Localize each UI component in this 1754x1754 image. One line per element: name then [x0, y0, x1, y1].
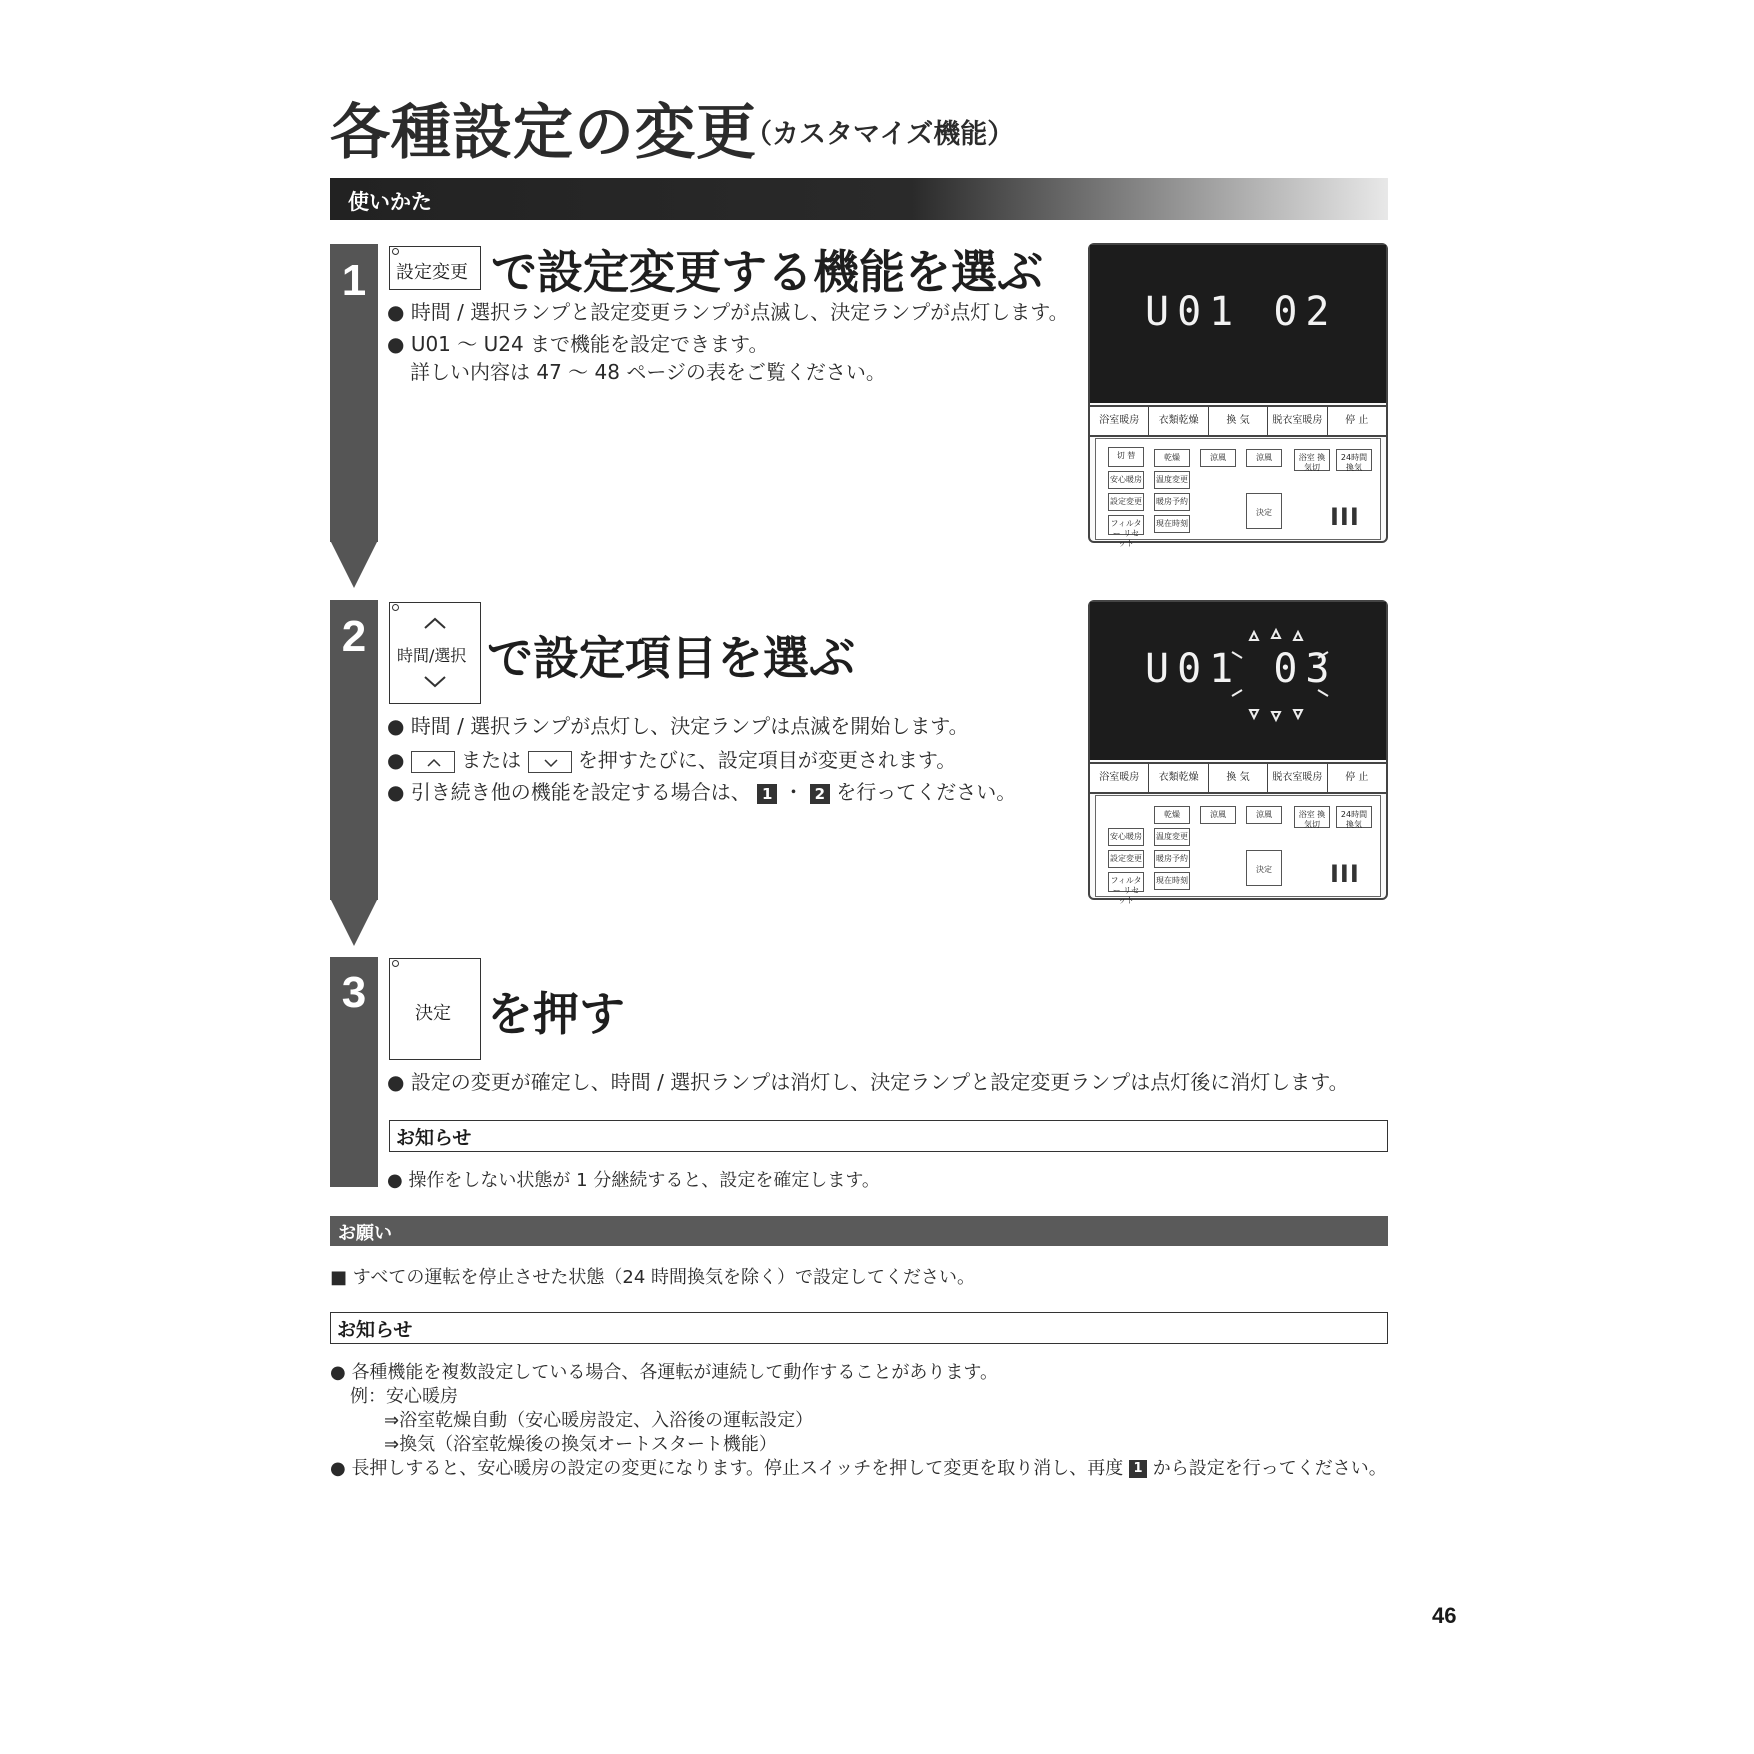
decide-key-label: 決定: [415, 1003, 451, 1024]
panel-2-stop-button[interactable]: 停 止: [1345, 772, 1369, 783]
step-3-bullet-1-text: 設定の変更が確定し、時間 / 選択ランプは消灯し、決定ランプと設定変更ランプは点灯後に消灯します。: [410, 1070, 1349, 1094]
notice-line-5: ● 長押しすると、安心暖房の設定の変更になります。停止スイッチを押して変更を取り消し、再度 1 から設定を行ってください。: [330, 1458, 1387, 1479]
chevron-down-icon: [423, 675, 447, 689]
usage-header-bar: [330, 178, 1388, 220]
step-3-number: 3: [341, 968, 367, 1017]
step-3-bullet-1: ● 設定の変更が確定し、時間 / 選択ランプは消灯し、決定ランプと設定変更ランプは点灯後に消灯します。: [387, 1070, 1349, 1094]
step-1-bullet-1-text: 時間 / 選択ランプと設定変更ランプが点滅し、決定ランプが点灯します。: [410, 300, 1069, 324]
decide-key: [389, 958, 481, 1060]
chevron-up-icon: [427, 758, 441, 767]
panel-1-clock-button[interactable]: 現在時刻: [1154, 515, 1190, 533]
settings-change-key: [389, 246, 481, 290]
panel-1-dry-button[interactable]: 衣類乾燥: [1149, 407, 1208, 435]
time-select-key-label: 時間/選択: [397, 646, 467, 665]
step-badge-1b: 1: [1129, 1460, 1147, 1478]
panel-1-reserve-button[interactable]: 暖房予約: [1154, 493, 1190, 511]
remote-panel-2: [1088, 600, 1388, 905]
panel-2-dressing-heat-button[interactable]: 脱衣室暖房: [1268, 764, 1327, 792]
remote-panel-1: [1088, 243, 1388, 548]
notice-line-3: ⇒浴室乾燥自動（安心暖房設定、入浴後の運転設定）: [384, 1410, 814, 1431]
notice-line-5-end: から設定を行ってください。: [1152, 1458, 1387, 1479]
panel-1-temp-button[interactable]: 温度変更: [1154, 471, 1190, 489]
panel-2-display-text: U01 03: [1145, 646, 1338, 692]
panel-2-temp-button[interactable]: 温度変更: [1154, 828, 1190, 846]
panel-2-dry-sub-button[interactable]: 乾燥: [1154, 806, 1190, 824]
chevron-down-icon: [544, 759, 558, 768]
request-text: ■ すべての運転を停止させた状態（24 時間換気を除く）で設定してください。: [330, 1267, 975, 1288]
panel-1-vent-button[interactable]: 換 気: [1209, 407, 1268, 435]
down-key-mini: [528, 751, 572, 773]
notice-line-1: ● 各種機能を複数設定している場合、各運転が連続して動作することがあります。: [330, 1362, 998, 1383]
step-2-heading: で設定項目を選ぶ: [487, 631, 855, 685]
blink-indicator-icon: [1230, 630, 1330, 720]
usage-label: 使いかた: [348, 190, 432, 214]
step-1-bullet-1: ● 時間 / 選択ランプと設定変更ランプが点滅し、決定ランプが点灯します。: [387, 300, 1069, 324]
notice-line-1-text: 各種機能を複数設定している場合、各運転が連続して動作することがあります。: [351, 1362, 998, 1383]
key-indicator: [392, 604, 399, 611]
step-2-bullet-3-text: 引き続き他の機能を設定する場合は、: [410, 780, 751, 804]
panel-1-dressing-heat-button[interactable]: 脱衣室暖房: [1268, 407, 1327, 435]
step-3-notice-title: お知らせ: [396, 1127, 472, 1149]
page-subtitle: （カスタマイズ機能）: [745, 119, 1015, 150]
panel-2-clock-button[interactable]: 現在時刻: [1154, 872, 1190, 890]
panel-1-dry-sub-button[interactable]: 乾燥: [1154, 449, 1190, 467]
notice-box: [330, 1312, 1388, 1344]
key-indicator: [392, 960, 399, 967]
panel-2-filter-button[interactable]: フィルター リセット: [1108, 872, 1144, 892]
request-bar: [330, 1216, 1388, 1246]
panel-1-24h-vent-button[interactable]: 24時間 換気: [1336, 449, 1372, 471]
step-badge-2: 2: [810, 784, 830, 804]
step-1-number: 1: [341, 256, 367, 305]
step-1-heading: で設定変更する機能を選ぶ: [491, 245, 1043, 299]
step-3-notice-box: [389, 1120, 1388, 1152]
time-select-key: [389, 602, 481, 704]
up-key-mini: [411, 751, 455, 773]
panel-1-top-buttons: [1090, 405, 1386, 437]
panel-1-decide-button[interactable]: 決定: [1246, 493, 1282, 529]
panel-1-switch-button[interactable]: 切 替: [1108, 447, 1144, 467]
panel-1-level-bars: III: [1330, 503, 1360, 531]
step-1-bullet-2: ● U01 ～ U24 まで機能を設定できます。: [387, 332, 769, 356]
panel-2-bath-heat-button[interactable]: 浴室暖房: [1090, 764, 1149, 792]
step-2-number: 2: [341, 612, 367, 661]
panel-2-settings-button[interactable]: 設定変更: [1108, 850, 1144, 868]
step-2-bullet-2-or: または: [461, 748, 522, 772]
panel-2-level-bars: III: [1330, 860, 1360, 888]
panel-2-reserve-button[interactable]: 暖房予約: [1154, 850, 1190, 868]
step-2-bullet-2-text: を押すたびに、設定項目が変更されます。: [577, 748, 957, 772]
step-3-heading: を押す: [487, 987, 625, 1041]
panel-2-dry-button[interactable]: 衣類乾燥: [1149, 764, 1208, 792]
panel-1-cool-button-2[interactable]: 涼風: [1246, 449, 1282, 467]
panel-2-bath-vent-off-button[interactable]: 浴室 換気切: [1294, 806, 1330, 828]
key-indicator: [392, 248, 399, 255]
panel-1-bath-heat-button[interactable]: 浴室暖房: [1090, 407, 1149, 435]
step-badge-1: 1: [757, 784, 777, 804]
panel-1-display-text: U01 02: [1145, 289, 1338, 335]
panel-1-settings-button[interactable]: 設定変更: [1108, 493, 1144, 511]
panel-1-filter-button[interactable]: フィルター リセット: [1108, 515, 1144, 535]
step-3-notice-body: 操作をしない状態が 1 分継続すると、設定を確定します。: [408, 1170, 880, 1191]
step-3-notice-text: ● 操作をしない状態が 1 分継続すると、設定を確定します。: [387, 1170, 880, 1191]
request-label: お願い: [338, 1223, 392, 1244]
step-1-arrow: [330, 540, 378, 590]
request-body: すべての運転を停止させた状態（24 時間換気を除く）で設定してください。: [352, 1267, 975, 1288]
chevron-up-icon: [423, 616, 447, 630]
settings-change-key-label: 設定変更: [396, 262, 468, 283]
step-2-bullet-3-end: を行ってください。: [836, 780, 1017, 804]
panel-2-anshin-button[interactable]: 安心暖房: [1108, 828, 1144, 846]
step-2-bullet-1-text: 時間 / 選択ランプが点灯し、決定ランプは点滅を開始します。: [410, 714, 969, 738]
notice-line-5-text: 長押しすると、安心暖房の設定の変更になります。停止スイッチを押して変更を取り消し、再度: [351, 1458, 1124, 1479]
panel-2-lower: [1095, 795, 1381, 905]
panel-2-cool-button-1[interactable]: 涼風: [1200, 806, 1236, 824]
step-1-bullet-2-cont: 詳しい内容は 47 ～ 48 ページの表をご覧ください。: [410, 360, 886, 384]
panel-2-24h-vent-button[interactable]: 24時間 換気: [1336, 806, 1372, 828]
page-title: 各種設定の変更: [330, 98, 757, 168]
notice-label: お知らせ: [337, 1319, 413, 1341]
panel-2-cool-button-2[interactable]: 涼風: [1246, 806, 1282, 824]
panel-1-anshin-button[interactable]: 安心暖房: [1108, 471, 1144, 489]
step-2-bullet-3: ● 引き続き他の機能を設定する場合は、 1 ・ 2 を行ってください。: [387, 780, 1017, 804]
panel-2-top-buttons: [1090, 762, 1386, 794]
step-2-bullet-2: ● または を押すたびに、設定項目が変更されます。: [387, 748, 957, 772]
step-2-bullet-1: ● 時間 / 選択ランプが点灯し、決定ランプは点滅を開始します。: [387, 714, 969, 738]
panel-2-decide-button[interactable]: 決定: [1246, 850, 1282, 886]
notice-line-2: 例：安心暖房: [350, 1386, 458, 1407]
page-number: 46: [1432, 1603, 1457, 1628]
step-2-arrow: [330, 898, 378, 948]
panel-1-stop-button[interactable]: 停 止: [1345, 415, 1369, 426]
panel-1-bath-vent-off-button[interactable]: 浴室 換気切: [1294, 449, 1330, 471]
panel-1-cool-button-1[interactable]: 涼風: [1200, 449, 1236, 467]
step-1-bullet-2-text: U01 ～ U24 まで機能を設定できます。: [410, 332, 769, 356]
panel-2-vent-button[interactable]: 換 気: [1209, 764, 1268, 792]
notice-line-4: ⇒換気（浴室乾燥後の換気オートスタート機能）: [384, 1434, 777, 1455]
panel-1-lower: [1095, 438, 1381, 548]
